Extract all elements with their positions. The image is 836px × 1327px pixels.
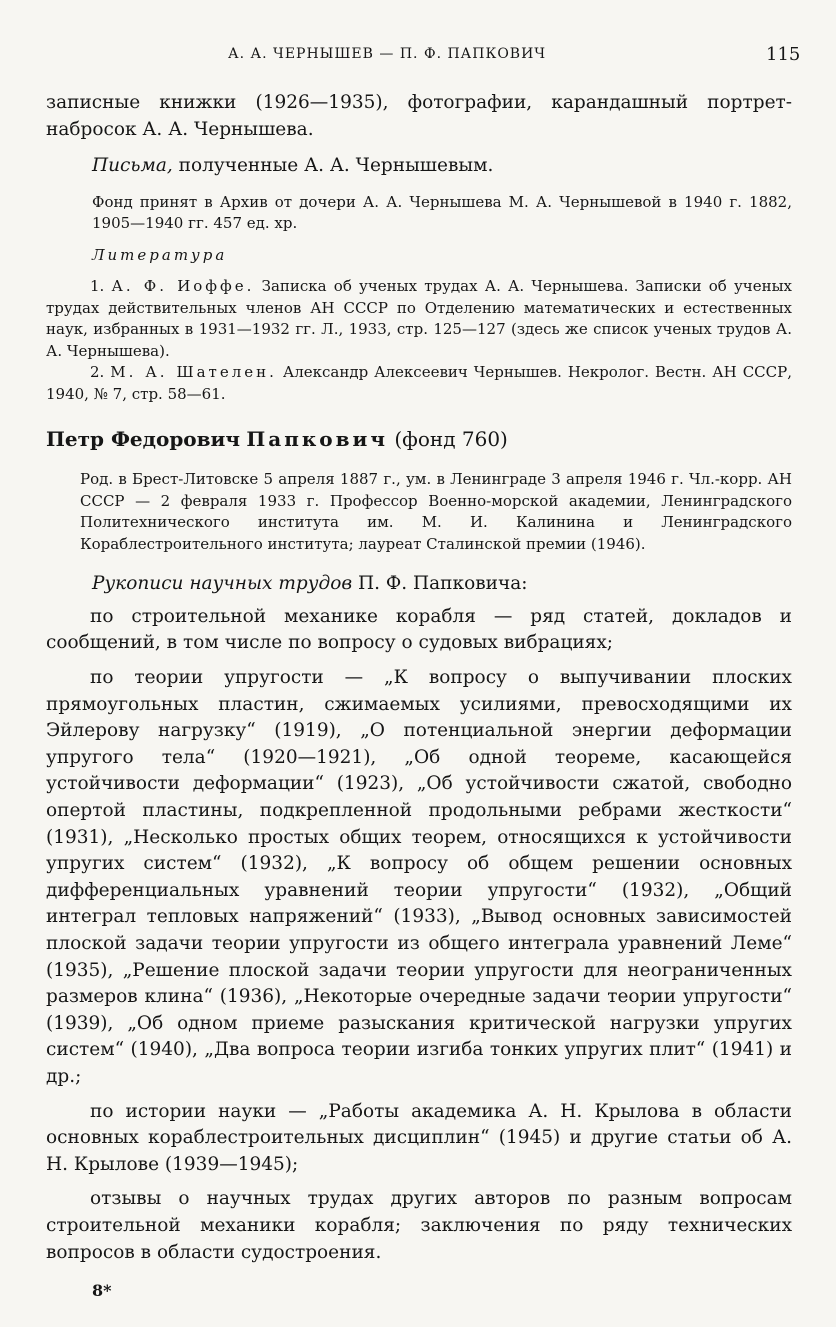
manuscripts-heading-rest: П. Ф. Папковича: bbox=[352, 573, 528, 595]
section-fund: (фонд 760) bbox=[388, 427, 508, 452]
page-number: 115 bbox=[766, 44, 801, 65]
section-surname: Папкович bbox=[246, 427, 389, 452]
paragraph-ship-mechanics: по строительной механике корабля — ряд статей, докладов и сообщений, в том числе по вопросу о судовых вибрациях; bbox=[46, 605, 792, 654]
fund-note: Фонд принят в Архив от дочери А. А. Чернышева М. А. Чернышевой в 1940 г. 1882, 1905—1940 гг. 457 ед. хр. bbox=[92, 192, 792, 233]
page-content bbox=[46, 90, 792, 1266]
letters-heading-rest: полученные А. А. Чернышевым. bbox=[172, 155, 494, 177]
lit1-text: Записка об ученых трудах А. А. Чернышева. Записки об ученых трудах действительных членов АН СССР по Отделению математических и естественных наук, избранных в 1931—1932 гг. Л., 1933, стр. 125—127 (здесь же список ученых трудов А. А. Чернышева). bbox=[46, 277, 792, 360]
page-header bbox=[0, 42, 836, 70]
literature-label: Литература bbox=[92, 245, 228, 264]
lit1-author: А. Ф. Иоффе. bbox=[111, 277, 255, 296]
paragraph-elasticity: по теории упругости — „К вопросу о выпучивании плоских прямоугольных пластин, сжимаемых усилиями, превосходящими их Эйлерову нагрузку“ (1919), „О потенциальной энергии деформации упругого тела“ (1920—1921), „Об одной теореме, касающейся устойчивости деформации“ (1923), „Об устойчивости сжатой, свободно опертой пластины, подкрепленной продольными ребрами жесткости“ (1931), „Несколько простых общих теорем, относящихся к устойчивости упругих систем“ (1932), „К вопросу об общем решении основных дифференциальных уравнений теории упругости“ (1932), „Общий интеграл тепловых напряжений“ (1933), „Вывод основных зависимостей плоской задачи теории упругости из общего интеграла уравнений Леме“ (1935), „Решение плоской задачи теории упругости для неограниченных размеров клина“ (1936), „Некоторые очередные задачи теории упругости“ (1939), „Об одном приеме разыскания критической нагрузки упругих систем“ (1940), „Два вопроса теории изгиба тонких упругих плит“ (1941) и др.; bbox=[46, 667, 792, 1087]
literature-item-2 bbox=[46, 362, 792, 405]
intro-continuation: записные книжки (1926—1935), фотографии, карандашный портрет-набросок А. А. Чернышева. bbox=[46, 92, 792, 140]
lit1-number: 1. bbox=[90, 277, 112, 296]
manuscripts-heading bbox=[46, 571, 792, 598]
literature-item-1 bbox=[46, 276, 792, 362]
manuscripts-heading-italic: Рукописи научных трудов bbox=[92, 573, 353, 595]
lit2-author: М. А. Шателен. bbox=[110, 363, 277, 382]
running-head: А. А. ЧЕРНЫШЕВ — П. Ф. ПАПКОВИЧ bbox=[228, 46, 547, 62]
biography: Род. в Брест-Литовске 5 апреля 1887 г., ум. в Ленинграде 3 апреля 1946 г. Чл.-корр. АН СССР — 2 февраля 1933 г. Профессор Военно-морской академии, Ленинградского Политехнического института им. М. И. Калинина и Ленинградского Кораблестроительного института; лауреат Сталинской премии (1946). bbox=[80, 470, 792, 553]
section-name: Петр Федорович bbox=[46, 427, 241, 452]
letters-heading bbox=[46, 153, 792, 180]
paragraph-history: по истории науки — „Работы академика А. Н. Крылова в области основных кораблестроительных дисциплин“ (1945) и другие статьи об А. Н. Крылове (1939—1945); bbox=[46, 1100, 792, 1175]
letters-heading-italic: Письма, bbox=[92, 155, 173, 177]
paragraph-reviews: отзывы о научных трудах других авторов по разным вопросам строительной механики корабля; заключения по ряду технических вопросов в области судостроения. bbox=[46, 1188, 792, 1263]
lit2-number: 2. bbox=[90, 363, 111, 382]
section-title bbox=[46, 425, 792, 453]
signature-mark: 8* bbox=[92, 1281, 112, 1300]
lit2-text: Александр Алексеевич Чернышев. Некролог. Вестн. АН СССР, 1940, № 7, стр. 58—61. bbox=[46, 363, 792, 403]
